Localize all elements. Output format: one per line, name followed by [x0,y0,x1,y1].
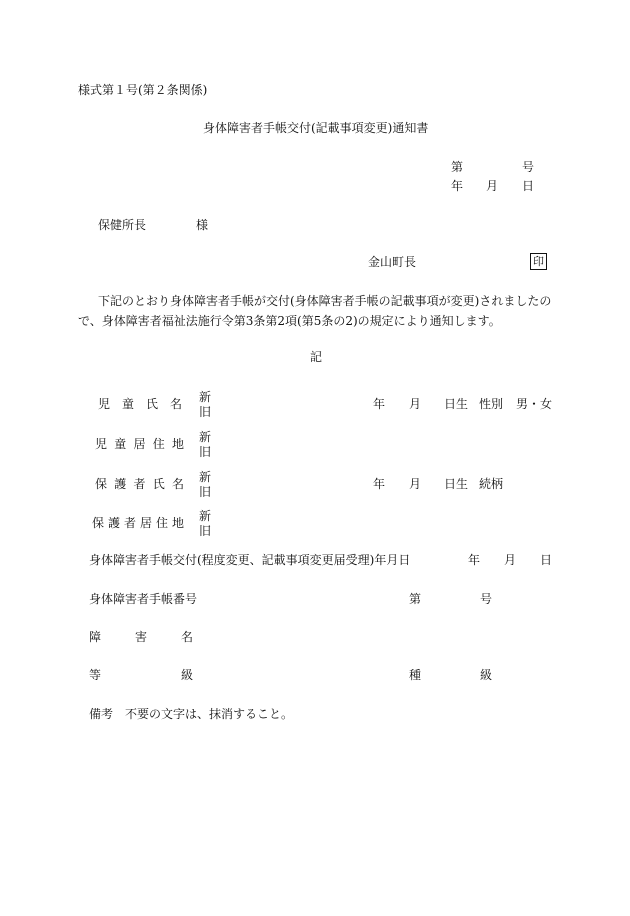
old-label: 旧 [199,485,212,499]
remarks: 備考 不要の文字は、抹消すること。 [89,707,294,721]
date-month: 月 [486,179,499,193]
doc-no-dai: 第 [451,160,464,174]
body-line-1: 下記のとおり身体障害者手帳が交付(身体障害者手帳の記載事項が変更)されましたの [98,294,552,308]
issue-day: 日 [540,553,553,567]
book-number-label: 身体障害者手帳番号 [89,592,198,606]
guardian-address-label: 保護者居住地 [92,516,184,530]
body-line-2: で、身体障害者福祉法施行令第3条第2項(第5条の2)の規定により通知します。 [78,314,501,328]
issuer-name: 金山町長 [368,255,417,269]
guardian-birth-day: 日生 [444,477,469,491]
type-label: 種 [409,668,422,682]
new-label: 新 [199,390,212,404]
seal-stamp: 印 [530,253,547,270]
form-title: 身体障害者手帳交付(記載事項変更)通知書 [203,121,429,135]
child-name-label: 児童氏名 [98,397,182,411]
old-label: 旧 [199,524,212,538]
recipient-sama: 様 [196,218,209,232]
new-label: 新 [199,509,212,523]
issue-date-label: 身体障害者手帳交付(程度変更、記載事項変更届受理)年月日 [89,553,411,567]
sex-options: 男・女 [516,397,553,411]
disability-name-label: 障害名 [89,630,193,644]
guardian-birth-month: 月 [409,477,422,491]
guardian-birth-year: 年 [373,477,386,491]
date-day: 日 [522,179,535,193]
issue-month: 月 [504,553,517,567]
date-year: 年 [451,179,464,193]
form-number: 様式第１号(第２条関係) [78,83,208,97]
recipient-name: 保健所長 [98,218,147,232]
book-number-dai: 第 [409,592,422,606]
grade-suffix: 級 [480,668,493,682]
birth-month: 月 [409,397,422,411]
book-number-go: 号 [480,592,493,606]
old-label: 旧 [199,405,212,419]
issue-year: 年 [468,553,481,567]
new-label: 新 [199,430,212,444]
birth-day: 日生 [444,397,469,411]
sex-label: 性別 [479,397,504,411]
old-label: 旧 [199,445,212,459]
child-address-label: 児童居住地 [95,437,184,451]
birth-year: 年 [373,397,386,411]
new-label: 新 [199,470,212,484]
guardian-name-label: 保護者氏名 [95,477,184,491]
doc-no-go: 号 [522,160,535,174]
ki-heading: 記 [310,350,323,364]
relation-label: 続柄 [479,477,504,491]
grade-label: 等級 [89,668,193,682]
